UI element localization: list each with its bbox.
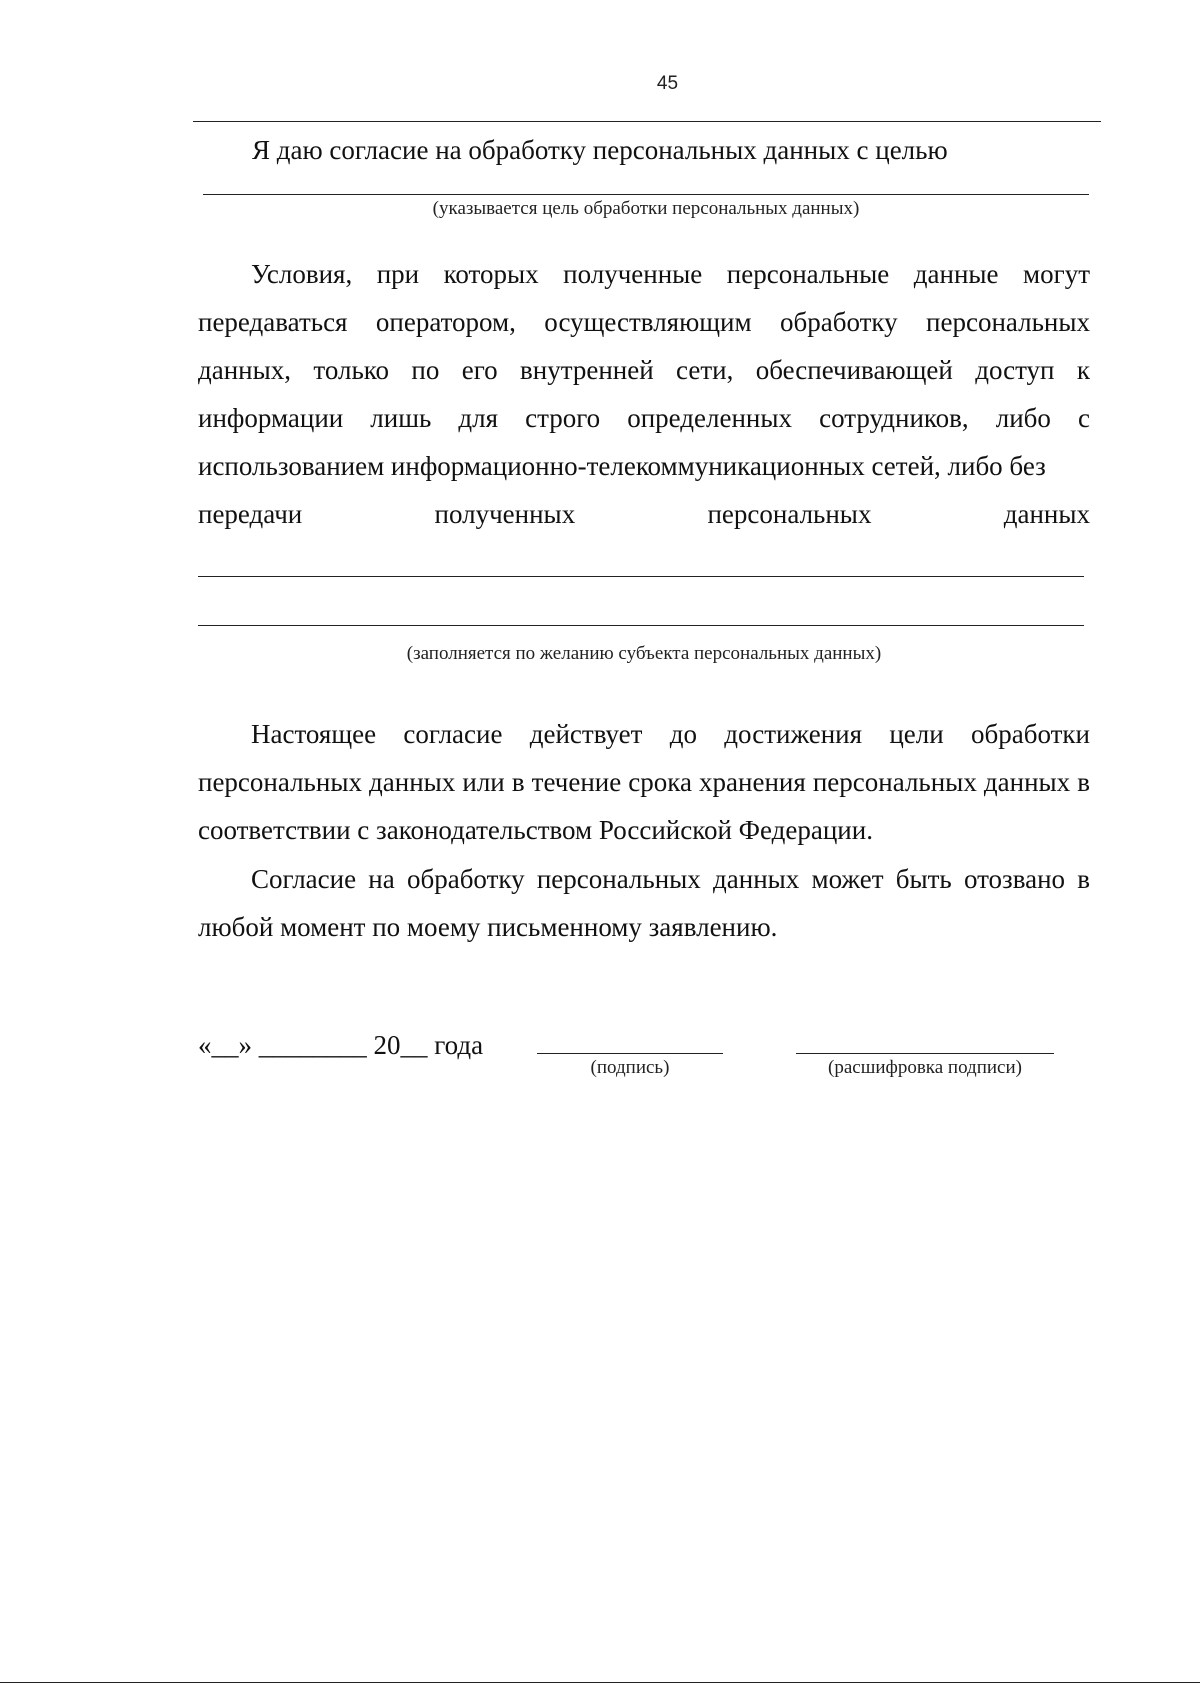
conditions-fill-line-1[interactable] — [198, 576, 1084, 577]
footer-rule — [0, 1682, 1200, 1683]
page-number: 45 — [656, 73, 679, 94]
conditions-fill-line-2[interactable] — [198, 625, 1084, 626]
signature-caption: (подпись) — [590, 1057, 670, 1078]
signature-decryption-line[interactable] — [796, 1053, 1054, 1054]
date-line[interactable]: «__» ________ 20__ года — [198, 1030, 484, 1060]
signature-line[interactable] — [537, 1053, 723, 1054]
signature-decryption-caption: (расшифровка подписи) — [828, 1057, 1022, 1078]
validity-text: Настоящее согласие действует до достижения цели обработки персональных данных или в течение срока хранения персональных данных в соответствии с законодательством Российской Федерации. — [198, 719, 1090, 845]
conditions-text: Условия, при которых полученные персональные данные могут передаваться оператором, осуществляющим обработку персональных данных, только по его внутренней сети, обеспечивающей доступ к информации лишь для строго определенных сотрудников, либо с использованием информационно-телекоммуникационных сетей, либо без — [198, 259, 1090, 481]
purpose-fill-line[interactable] — [203, 194, 1089, 195]
header-rule — [193, 121, 1101, 122]
purpose-caption: (указывается цель обработки персональных данных) — [432, 198, 860, 219]
conditions-paragraph — [198, 250, 1090, 490]
purpose-lead-text: Я даю согласие на обработку персональных данных с целью — [252, 135, 948, 165]
conditions-caption: (заполняется по желанию субъекта персональных данных) — [406, 643, 882, 664]
revocation-text: Согласие на обработку персональных данных может быть отозвано в любой момент по моему письменному заявлению. — [198, 864, 1090, 942]
conditions-last-line: передачи полученных персональных данных — [198, 499, 1090, 529]
validity-paragraph — [198, 710, 1090, 854]
revocation-paragraph — [198, 855, 1090, 951]
